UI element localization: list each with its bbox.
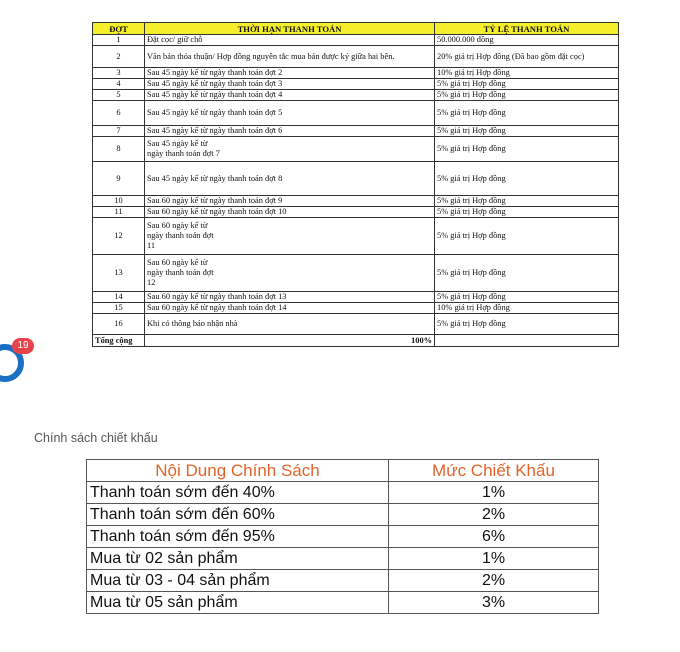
payment-row xyxy=(93,303,619,314)
payment-header-row xyxy=(93,23,619,35)
payment-rate: 5% giá trị Hợp đồng xyxy=(435,79,619,90)
payment-term: Sau 45 ngày kể từ ngày thanh toán đợt 7 xyxy=(145,137,435,162)
payment-row xyxy=(93,292,619,303)
payment-rate: 10% giá trị Hợp đồng xyxy=(435,68,619,79)
installment-number: 16 xyxy=(93,314,145,335)
installment-number: 4 xyxy=(93,79,145,90)
payment-term: Sau 45 ngày kể từ ngày thanh toán đợt 8 xyxy=(145,162,435,196)
payment-rate: 5% giá trị Hợp đồng xyxy=(435,90,619,101)
payment-schedule-table xyxy=(92,22,619,347)
discount-row xyxy=(87,570,599,592)
policy-text: Thanh toán sớm đến 95% xyxy=(87,526,389,548)
payment-row xyxy=(93,79,619,90)
discount-rate: 2% xyxy=(389,570,599,592)
payment-row xyxy=(93,90,619,101)
payment-row xyxy=(93,218,619,255)
total-empty xyxy=(435,335,619,347)
installment-number: 3 xyxy=(93,68,145,79)
notification-badge: 19 xyxy=(12,338,34,354)
policy-text: Thanh toán sớm đến 60% xyxy=(87,504,389,526)
payment-row xyxy=(93,126,619,137)
installment-number: 8 xyxy=(93,137,145,162)
payment-total-row xyxy=(93,335,619,347)
payment-term: Sau 60 ngày kể từ ngày thanh toán đợt 14 xyxy=(145,303,435,314)
chat-widget[interactable] xyxy=(0,338,36,388)
discount-row xyxy=(87,504,599,526)
payment-rate: 50.000.000 đồng xyxy=(435,35,619,46)
payment-rate: 5% giá trị Hợp đồng xyxy=(435,196,619,207)
discount-rate: 6% xyxy=(389,526,599,548)
payment-row xyxy=(93,255,619,292)
installment-number: 11 xyxy=(93,207,145,218)
payment-term: Sau 45 ngày kể từ ngày thanh toán đợt 6 xyxy=(145,126,435,137)
installment-number: 1 xyxy=(93,35,145,46)
total-label: Tổng cộng xyxy=(93,335,145,347)
discount-rate: 1% xyxy=(389,482,599,504)
installment-number: 5 xyxy=(93,90,145,101)
payment-row xyxy=(93,68,619,79)
discount-caption: Chính sách chiết khấu xyxy=(34,431,158,445)
policy-text: Mua từ 05 sản phẩm xyxy=(87,592,389,614)
installment-number: 7 xyxy=(93,126,145,137)
installment-number: 2 xyxy=(93,46,145,68)
payment-rate: 10% giá trị Hợp đồng xyxy=(435,303,619,314)
installment-number: 15 xyxy=(93,303,145,314)
payment-rate: 5% giá trị Hợp đồng xyxy=(435,255,619,292)
payment-rate: 5% giá trị Hợp đồng xyxy=(435,292,619,303)
discount-row xyxy=(87,592,599,614)
header-payment-term: THỜI HẠN THANH TOÁN xyxy=(145,23,435,35)
policy-text: Mua từ 03 - 04 sản phẩm xyxy=(87,570,389,592)
installment-number: 10 xyxy=(93,196,145,207)
discount-row xyxy=(87,482,599,504)
payment-row xyxy=(93,196,619,207)
payment-term: Sau 45 ngày kể từ ngày thanh toán đợt 4 xyxy=(145,90,435,101)
discount-table xyxy=(86,459,599,614)
payment-row xyxy=(93,46,619,68)
payment-row xyxy=(93,35,619,46)
payment-term: Đặt cọc/ giữ chỗ xyxy=(145,35,435,46)
payment-rate: 5% giá trị Hợp đồng xyxy=(435,207,619,218)
payment-term: Sau 60 ngày kể từ ngày thanh toán đợt 13 xyxy=(145,292,435,303)
payment-row xyxy=(93,137,619,162)
header-payment-rate: TỶ LỆ THANH TOÁN xyxy=(435,23,619,35)
payment-term: Sau 60 ngày kể từ ngày thanh toán đợt 10 xyxy=(145,207,435,218)
discount-rate: 2% xyxy=(389,504,599,526)
installment-number: 6 xyxy=(93,101,145,126)
payment-term: Sau 60 ngày kể từ ngày thanh toán đợt 12 xyxy=(145,255,435,292)
installment-number: 13 xyxy=(93,255,145,292)
payment-term: Sau 60 ngày kể từ ngày thanh toán đợt 11 xyxy=(145,218,435,255)
payment-term: Sau 60 ngày kể từ ngày thanh toán đợt 9 xyxy=(145,196,435,207)
payment-rate: 5% giá trị Hợp đồng xyxy=(435,218,619,255)
installment-number: 12 xyxy=(93,218,145,255)
payment-row xyxy=(93,207,619,218)
policy-text: Mua từ 02 sản phẩm xyxy=(87,548,389,570)
header-installment: ĐỢT xyxy=(93,23,145,35)
policy-text: Thanh toán sớm đến 40% xyxy=(87,482,389,504)
payment-rate: 5% giá trị Hợp đồng xyxy=(435,126,619,137)
discount-row xyxy=(87,548,599,570)
total-value: 100% xyxy=(145,335,435,347)
payment-rate: 5% giá trị Hợp đồng xyxy=(435,314,619,335)
payment-row xyxy=(93,314,619,335)
payment-term: Sau 45 ngày kể từ ngày thanh toán đợt 3 xyxy=(145,79,435,90)
payment-term: Sau 45 ngày kể từ ngày thanh toán đợt 2 xyxy=(145,68,435,79)
payment-rate: 5% giá trị Hợp đồng xyxy=(435,162,619,196)
discount-row xyxy=(87,526,599,548)
discount-header-row xyxy=(87,460,599,482)
installment-number: 14 xyxy=(93,292,145,303)
discount-rate: 1% xyxy=(389,548,599,570)
payment-term: Văn bản thỏa thuận/ Hợp đồng nguyên tắc mua bán được ký giữa hai bên. xyxy=(145,46,435,68)
payment-rate: 5% giá trị Hợp đồng xyxy=(435,137,619,162)
header-policy: Nội Dung Chính Sách xyxy=(87,460,389,482)
installment-number: 9 xyxy=(93,162,145,196)
payment-rate: 20% giá trị Hợp đồng (Đã bao gồm đặt cọc) xyxy=(435,46,619,68)
payment-rate: 5% giá trị Hợp đồng xyxy=(435,101,619,126)
payment-row xyxy=(93,162,619,196)
payment-term: Khi có thông báo nhận nhà xyxy=(145,314,435,335)
payment-row xyxy=(93,101,619,126)
header-discount-rate: Mức Chiết Khấu xyxy=(389,460,599,482)
discount-rate: 3% xyxy=(389,592,599,614)
payment-term: Sau 45 ngày kể từ ngày thanh toán đợt 5 xyxy=(145,101,435,126)
